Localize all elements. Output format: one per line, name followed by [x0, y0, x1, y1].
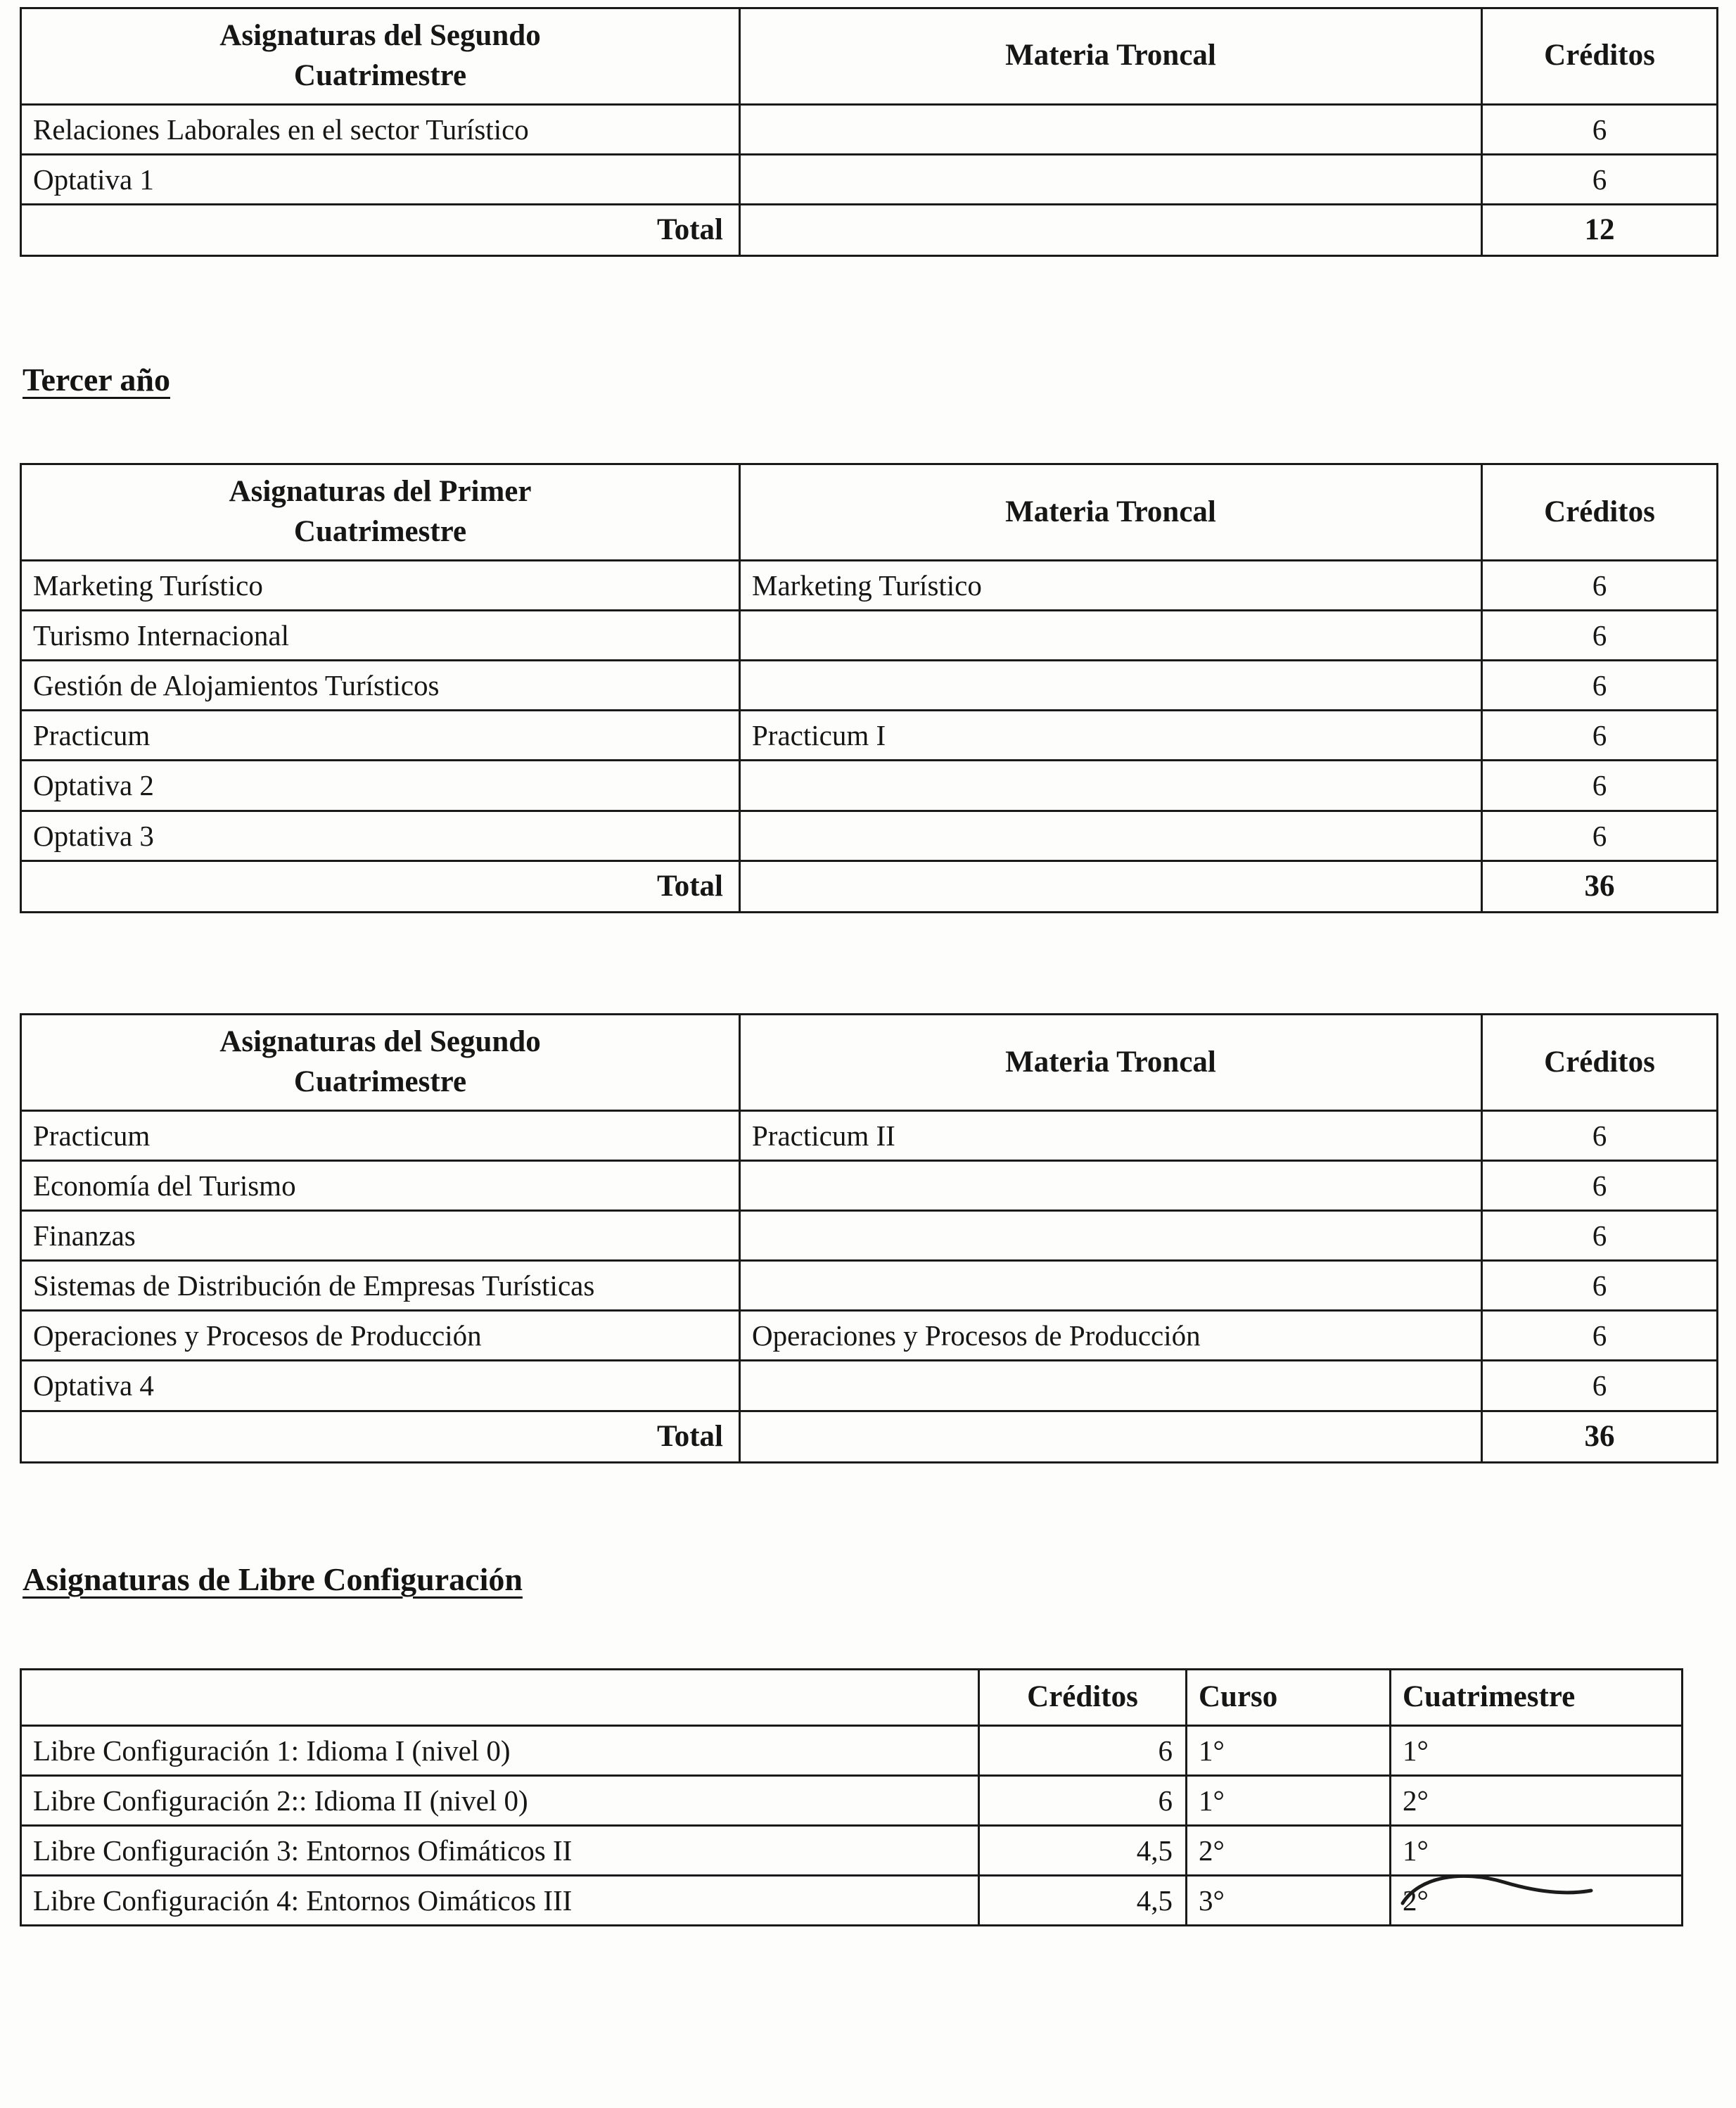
section-heading-free-configuration: Asignaturas de Libre Configuración — [23, 1561, 523, 1598]
semester-value: 2° — [1403, 1884, 1429, 1917]
course-cell: 1° — [1187, 1726, 1391, 1776]
column-header-blank — [21, 1670, 979, 1726]
table-row — [21, 711, 1718, 761]
column-header-creditos: Créditos — [1482, 8, 1718, 105]
troncal-cell: Marketing Turístico — [740, 560, 1482, 610]
course-cell: 3° — [1187, 1876, 1391, 1926]
troncal-cell — [740, 1211, 1482, 1261]
header-line1: Asignaturas del Primer — [229, 475, 532, 509]
total-label-cell: Total — [21, 861, 740, 913]
table-row — [21, 1160, 1718, 1210]
total-credits-cell: 12 — [1482, 204, 1718, 256]
table-row — [21, 1261, 1718, 1311]
credits-cell: 6 — [1482, 154, 1718, 204]
table-free-configuration — [20, 1668, 1683, 1926]
empty-cell — [740, 861, 1482, 913]
troncal-cell — [740, 811, 1482, 861]
subject-cell: Finanzas — [21, 1211, 740, 1261]
table-row — [21, 611, 1718, 661]
table-year3-first-semester — [20, 463, 1718, 913]
header-line2: Cuatrimestre — [293, 515, 467, 549]
troncal-cell: Operaciones y Procesos de Producción — [740, 1311, 1482, 1361]
total-label-cell: Total — [21, 1411, 740, 1463]
credits-cell: 6 — [1482, 661, 1718, 711]
credits-cell: 6 — [1482, 104, 1718, 154]
semester-cell: 1° — [1391, 1726, 1683, 1776]
table-year2-second-semester — [20, 7, 1718, 257]
credits-cell: 6 — [1482, 1261, 1718, 1311]
semester-cell: 1° — [1391, 1826, 1683, 1876]
semester-cell: 2° — [1391, 1776, 1683, 1826]
table-row — [21, 811, 1718, 861]
header-line2: Cuatrimestre — [293, 58, 467, 92]
table-total-row — [21, 204, 1718, 256]
table-row — [21, 154, 1718, 204]
column-header-cuatrimestre: Cuatrimestre — [1391, 1670, 1683, 1726]
credits-cell: 6 — [1482, 611, 1718, 661]
credits-cell: 6 — [1482, 560, 1718, 610]
vertical-spacer — [20, 913, 1716, 1013]
troncal-cell: Practicum II — [740, 1110, 1482, 1160]
header-line1: Asignaturas del Segundo — [219, 19, 541, 52]
troncal-cell — [740, 154, 1482, 204]
total-credits-cell: 36 — [1482, 861, 1718, 913]
troncal-cell — [740, 1160, 1482, 1210]
column-header-asignaturas — [21, 1015, 740, 1111]
column-header-asignaturas — [21, 8, 740, 105]
subject-cell: Libre Configuración 2:: Idioma II (nivel 0) — [21, 1776, 979, 1826]
column-header-materia-troncal: Materia Troncal — [740, 8, 1482, 105]
subject-cell: Turismo Internacional — [21, 611, 740, 661]
subject-cell: Optativa 1 — [21, 154, 740, 204]
credits-cell: 6 — [1482, 1311, 1718, 1361]
course-cell: 2° — [1187, 1826, 1391, 1876]
total-credits-cell: 36 — [1482, 1411, 1718, 1463]
header-line1: Asignaturas del Segundo — [219, 1025, 541, 1059]
subject-cell: Optativa 4 — [21, 1361, 740, 1411]
subject-cell: Optativa 2 — [21, 761, 740, 811]
troncal-cell — [740, 661, 1482, 711]
table-header-row — [21, 1015, 1718, 1111]
header-line2: Cuatrimestre — [293, 1065, 467, 1099]
table-row — [21, 1826, 1683, 1876]
credits-cell: 6 — [979, 1776, 1187, 1826]
table-row — [21, 761, 1718, 811]
table-header-row — [21, 1670, 1683, 1726]
subject-cell: Economía del Turismo — [21, 1160, 740, 1210]
table-header-row — [21, 464, 1718, 561]
troncal-cell — [740, 1261, 1482, 1311]
subject-cell: Marketing Turístico — [21, 560, 740, 610]
column-header-materia-troncal: Materia Troncal — [740, 1015, 1482, 1111]
credits-cell: 4,5 — [979, 1826, 1187, 1876]
total-label-cell: Total — [21, 204, 740, 256]
subject-cell: Sistemas de Distribución de Empresas Turísticas — [21, 1261, 740, 1311]
credits-cell: 6 — [1482, 1110, 1718, 1160]
credits-cell: 6 — [1482, 711, 1718, 761]
credits-cell: 4,5 — [979, 1876, 1187, 1926]
subject-cell: Gestión de Alojamientos Turísticos — [21, 661, 740, 711]
subject-cell: Relaciones Laborales en el sector Turístico — [21, 104, 740, 154]
section-heading-third-year: Tercer año — [23, 362, 170, 398]
table-row — [21, 104, 1718, 154]
table-total-row — [21, 1411, 1718, 1463]
table-row — [21, 1361, 1718, 1411]
troncal-cell — [740, 611, 1482, 661]
troncal-cell: Practicum I — [740, 711, 1482, 761]
column-header-creditos: Créditos — [1482, 464, 1718, 561]
table-row — [21, 560, 1718, 610]
column-header-creditos: Créditos — [979, 1670, 1187, 1726]
table-row — [21, 1876, 1683, 1926]
semester-cell — [1391, 1876, 1683, 1926]
subject-cell: Libre Configuración 1: Idioma I (nivel 0) — [21, 1726, 979, 1776]
table-row — [21, 661, 1718, 711]
subject-cell: Libre Configuración 3: Entornos Ofimáticos II — [21, 1826, 979, 1876]
table-row — [21, 1110, 1718, 1160]
column-header-asignaturas — [21, 464, 740, 561]
table-row — [21, 1211, 1718, 1261]
subject-cell: Operaciones y Procesos de Producción — [21, 1311, 740, 1361]
empty-cell — [740, 1411, 1482, 1463]
subject-cell: Libre Configuración 4: Entornos Oimáticos III — [21, 1876, 979, 1926]
table-header-row — [21, 8, 1718, 105]
table-row — [21, 1311, 1718, 1361]
subject-cell: Optativa 3 — [21, 811, 740, 861]
credits-cell: 6 — [1482, 1160, 1718, 1210]
credits-cell: 6 — [979, 1726, 1187, 1776]
troncal-cell — [740, 104, 1482, 154]
subject-cell: Practicum — [21, 711, 740, 761]
troncal-cell — [740, 761, 1482, 811]
table-row — [21, 1726, 1683, 1776]
troncal-cell — [740, 1361, 1482, 1411]
empty-cell — [740, 204, 1482, 256]
table-row — [21, 1776, 1683, 1826]
credits-cell: 6 — [1482, 761, 1718, 811]
column-header-creditos: Créditos — [1482, 1015, 1718, 1111]
column-header-materia-troncal: Materia Troncal — [740, 464, 1482, 561]
credits-cell: 6 — [1482, 1211, 1718, 1261]
course-cell: 1° — [1187, 1776, 1391, 1826]
column-header-curso: Curso — [1187, 1670, 1391, 1726]
subject-cell: Practicum — [21, 1110, 740, 1160]
credits-cell: 6 — [1482, 811, 1718, 861]
table-year3-second-semester — [20, 1013, 1718, 1463]
table-total-row — [21, 861, 1718, 913]
credits-cell: 6 — [1482, 1361, 1718, 1411]
